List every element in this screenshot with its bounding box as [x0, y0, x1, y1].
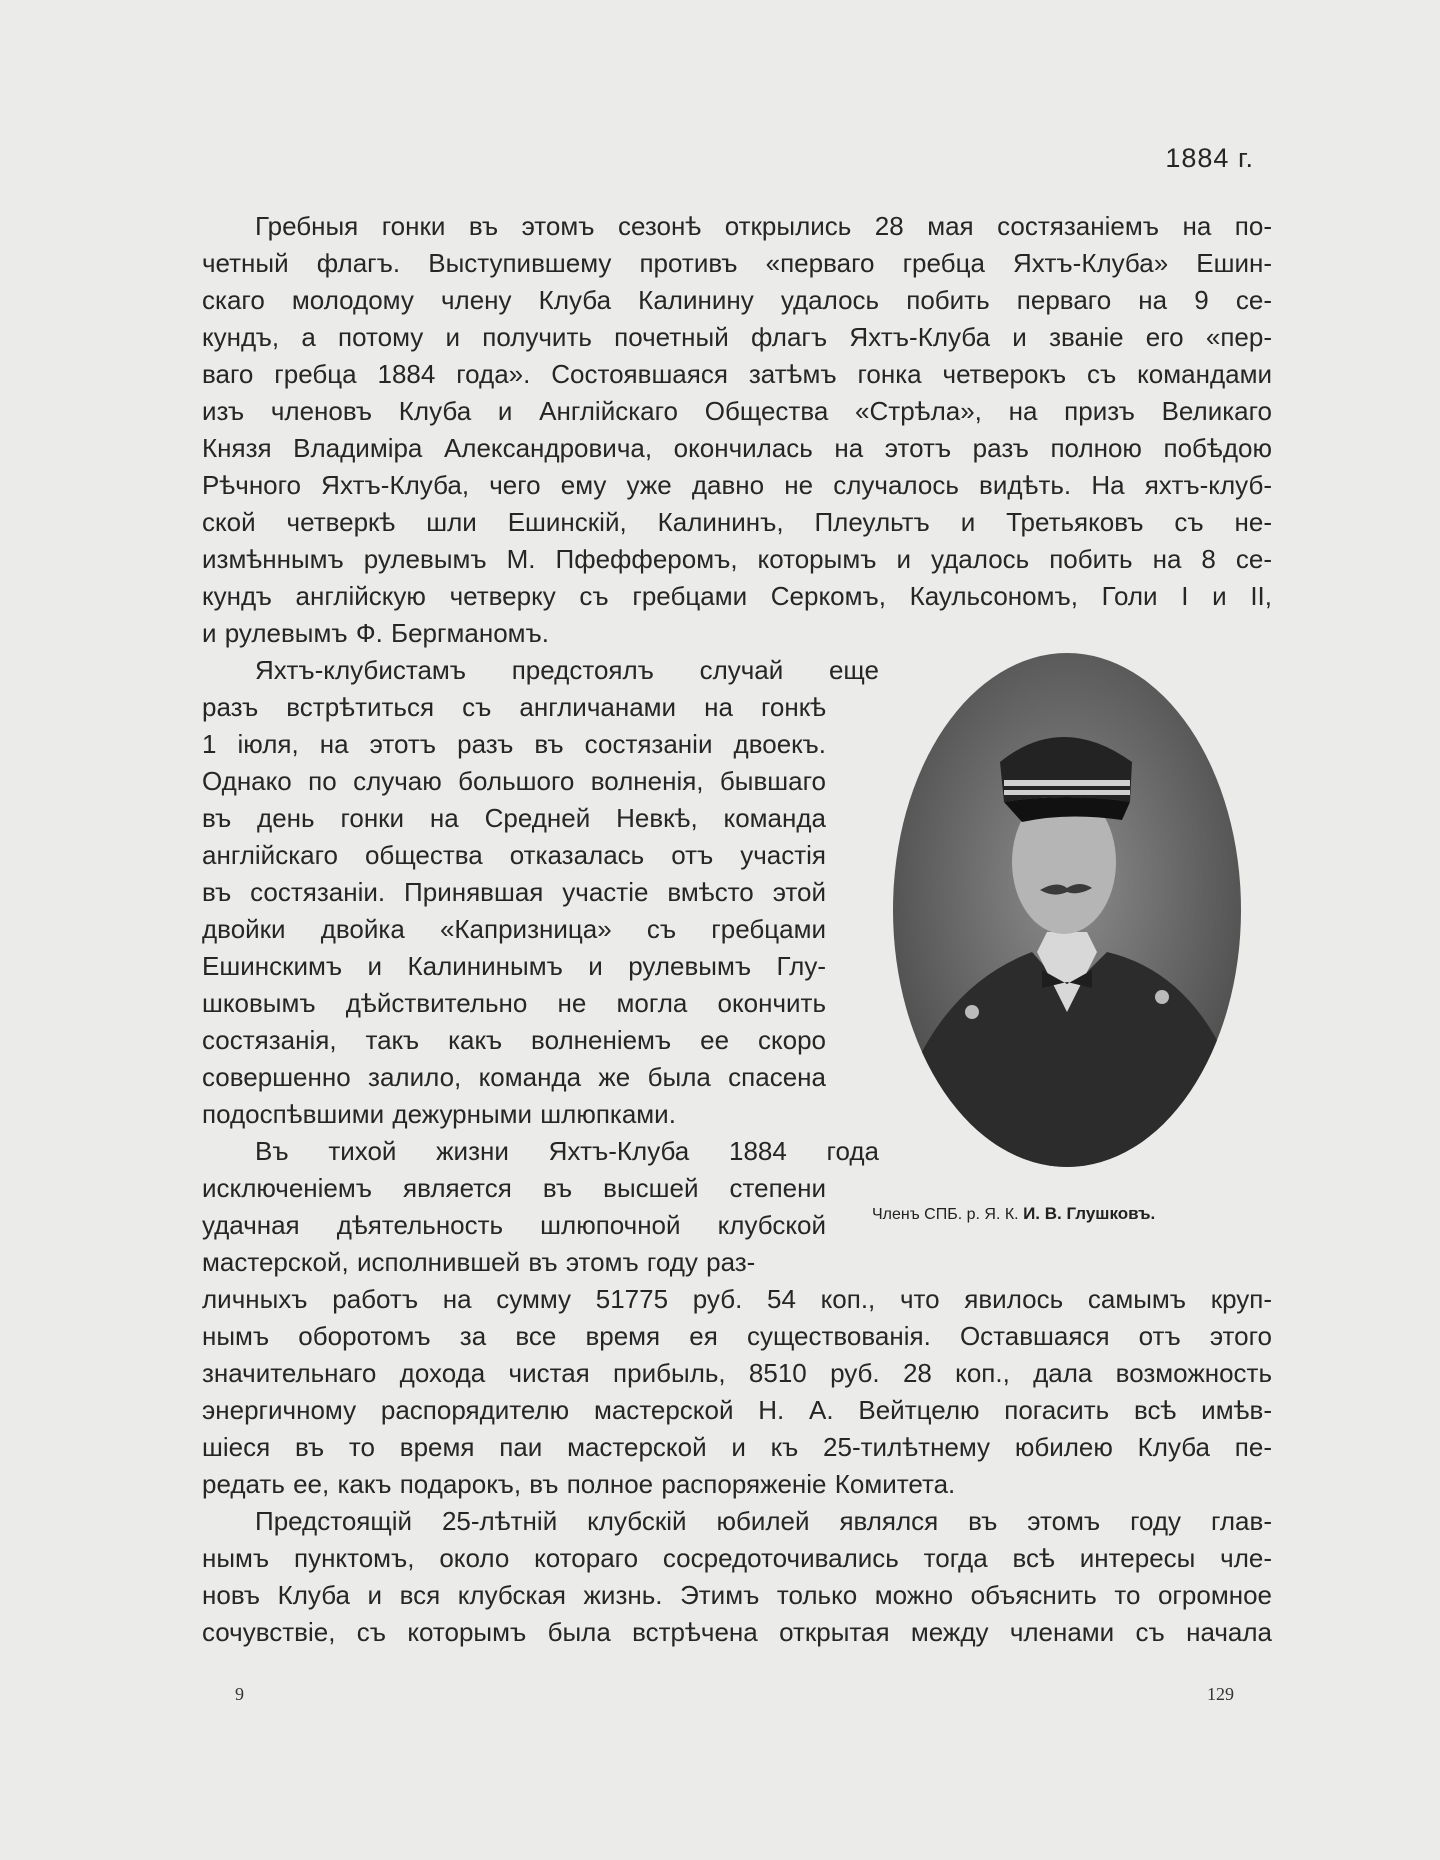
paragraph-3-line: мастерской, исполнившей въ этомъ году раз- — [202, 1247, 756, 1277]
portrait-photo — [892, 652, 1242, 1169]
paragraph-1-line: ской четверкѣ шли Ешинскій, Калининъ, Плеультъ и Третьяковъ съ не- — [202, 507, 1272, 537]
caption-name: И. В. Глушковъ. — [1023, 1204, 1156, 1223]
paragraph-3-line: личныхъ работъ на сумму 51775 руб. 54 коп., что явилось самымъ круп- — [202, 1284, 1272, 1314]
paragraph-1-line: кундъ англійскую четверку съ гребцами Серкомъ, Каульсономъ, Голи I и II, — [202, 581, 1272, 611]
paragraph-3-line: редать ее, какъ подарокъ, въ полное распоряженіе Комитета. — [202, 1469, 956, 1499]
paragraph-2-line: англійскаго общества отказалась отъ участія — [202, 840, 826, 870]
paragraph-2-line: шковымъ дѣйствительно не могла окончить — [202, 988, 826, 1018]
paragraph-2-line: въ день гонки на Средней Невкѣ, команда — [202, 803, 826, 833]
paragraph-3-line: удачная дѣятельность шлюпочной клубской — [202, 1210, 826, 1240]
paragraph-2-line: подоспѣвшими дежурными шлюпками. — [202, 1099, 676, 1129]
paragraph-1-line: Гребныя гонки въ этомъ сезонѣ открылись 28 мая состязаніемъ на по- — [255, 211, 1272, 241]
paragraph-4-line: Предстоящій 25-лѣтній клубскій юбилей являлся въ этомъ году глав- — [255, 1506, 1272, 1536]
running-head-year: 1884 г. — [1165, 143, 1254, 173]
paragraph-2-line: двойки двойка «Капризница» съ гребцами — [202, 914, 826, 944]
paragraph-2-line: въ состязаніи. Принявшая участіе вмѣсто этой — [202, 877, 826, 907]
paragraph-4-line: нымъ пунктомъ, около котораго сосредоточивались тогда всѣ интересы чле- — [202, 1543, 1272, 1573]
paragraph-2-line: разъ встрѣтиться съ англичанами на гонкѣ — [202, 692, 826, 722]
paragraph-2-line: Ешинскимъ и Калининымъ и рулевымъ Глу- — [202, 951, 826, 981]
paragraph-3-line: исключеніемъ является въ высшей степени — [202, 1173, 826, 1203]
paragraph-1-line: кундъ, а потому и получить почетный флагъ Яхтъ-Клуба и званіе его «пер- — [202, 322, 1272, 352]
signature-number: 9 — [235, 1684, 244, 1704]
paragraph-4-line: новъ Клуба и вся клубская жизнь. Этимъ только можно объяснить то огромное — [202, 1580, 1272, 1610]
paragraph-1-line: четный флагъ. Выступившему противъ «перваго гребца Яхтъ-Клуба» Ешин- — [202, 248, 1272, 278]
paragraph-1-line: измѣннымъ рулевымъ М. Пфефферомъ, которымъ и удалось побить на 8 се- — [202, 544, 1272, 574]
paragraph-1-line: Князя Владиміра Александровича, окончилась на этотъ разъ полною побѣдою — [202, 433, 1272, 463]
paragraph-1-line: ваго гребца 1884 года». Состоявшаяся затѣмъ гонка четверокъ съ командами — [202, 359, 1272, 389]
paragraph-2-line: Яхтъ-клубистамъ предстоялъ случай еще — [255, 655, 879, 685]
caption-prefix: Членъ СПБ. р. Я. К. — [872, 1206, 1019, 1223]
page-number: 129 — [1207, 1684, 1234, 1704]
paragraph-2-line: состязанія, такъ какъ волненіемъ ее скоро — [202, 1025, 826, 1055]
paragraph-3-line: нымъ оборотомъ за все время ея существованія. Оставшаяся отъ этого — [202, 1321, 1272, 1351]
paragraph-3-line: значительнаго дохода чистая прибыль, 8510 руб. 28 коп., дала возможность — [202, 1358, 1272, 1388]
paragraph-3-line: энергичному распорядителю мастерской Н. А. Вейтцелю погасить всѣ имѣв- — [202, 1395, 1272, 1425]
paragraph-1-line: изъ членовъ Клуба и Англійскаго Общества «Стрѣла», на призъ Великаго — [202, 396, 1272, 426]
paragraph-1-line: скаго молодому члену Клуба Калинину удалось побить перваго на 9 се- — [202, 285, 1272, 315]
photo-caption — [872, 1204, 1232, 1224]
paragraph-2-line: Однако по случаю большого волненія, бывшаго — [202, 766, 826, 796]
paragraph-1-line: Рѣчного Яхтъ-Клуба, чего ему уже давно не случалось видѣть. На яхтъ-клуб- — [202, 470, 1272, 500]
paragraph-3-line: шіеся въ то время паи мастерской и къ 25-тилѣтнему юбилею Клуба пе- — [202, 1432, 1272, 1462]
paragraph-2-line: совершенно залило, команда же была спасена — [202, 1062, 826, 1092]
paragraph-4-line: сочувствіе, съ которымъ была встрѣчена открытая между членами съ начала — [202, 1617, 1272, 1647]
paragraph-3-line: Въ тихой жизни Яхтъ-Клуба 1884 года — [255, 1136, 879, 1166]
paragraph-1-line: и рулевымъ Ф. Бергманомъ. — [202, 618, 550, 648]
paragraph-2-line: 1 іюля, на этотъ разъ въ состязаніи двоекъ. — [202, 729, 826, 759]
